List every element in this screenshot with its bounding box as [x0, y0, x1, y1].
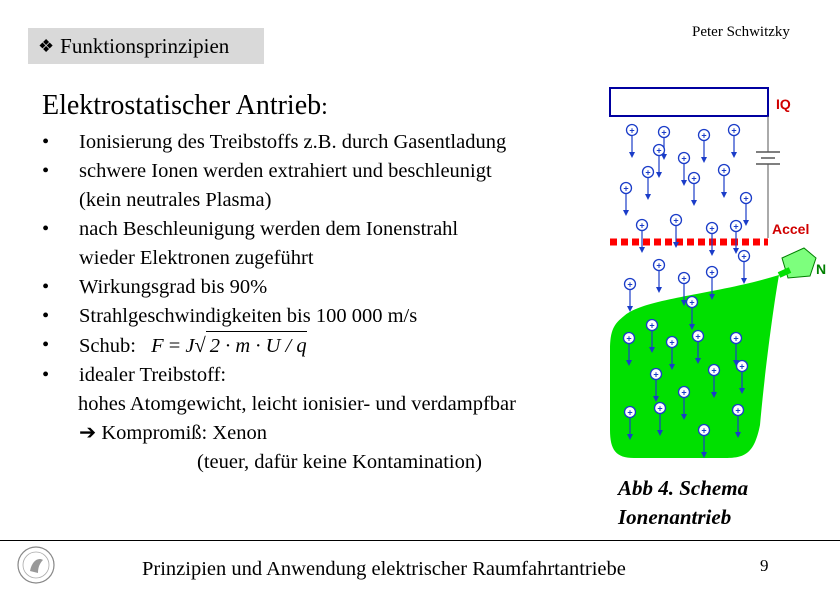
section-tag: [28, 28, 264, 64]
bullet-text: idealer Treibstoff:: [79, 364, 227, 386]
ion-arrowhead: [656, 172, 662, 178]
ion-charge-label: +: [739, 361, 745, 372]
bullet-dot-icon: •: [42, 218, 50, 240]
bullet-item: [42, 157, 602, 215]
ion-charge-label: +: [657, 403, 663, 414]
sqrt-icon: √: [194, 335, 206, 357]
ion-arrowhead: [743, 220, 749, 226]
ionization-chamber-top: [610, 88, 768, 116]
formula-eq: =: [163, 335, 186, 357]
section-label: Funktionsprinzipien: [60, 33, 230, 58]
ion-charge-label: +: [627, 279, 633, 290]
bullet-cont: (kein neutrales Plasma): [79, 189, 272, 211]
bullet-dot-icon: •: [42, 334, 50, 356]
bullet-text: schwere Ionen werden extrahiert und beschleunigt: [79, 160, 492, 182]
label-n: N: [816, 261, 827, 277]
ion-charge-label: +: [623, 183, 629, 194]
bullet-item: [42, 128, 602, 157]
ion-charge-label: +: [681, 153, 687, 164]
ion-charge-label: +: [627, 407, 633, 418]
ion-charge-label: +: [649, 320, 655, 331]
formula-j: J: [185, 335, 195, 357]
ion-charge-label: +: [721, 165, 727, 176]
ion-charge-label: +: [741, 251, 747, 262]
ion-charge-label: +: [681, 273, 687, 284]
footer-text: Prinzipien und Anwendung elektrischer Raumfahrtantriebe: [142, 558, 626, 580]
ion-arrowhead: [741, 278, 747, 284]
bullet-text: Schub:: [79, 335, 136, 357]
ion-charge-label: +: [691, 173, 697, 184]
bullet-item: [42, 331, 602, 361]
bullet-dot-icon: •: [42, 131, 50, 153]
author: Peter Schwitzky: [692, 24, 790, 40]
label-iq: IQ: [776, 96, 791, 112]
bullet-text: Strahlgeschwindigkeiten bis 100 000 m/s: [79, 305, 418, 327]
formula-radicand: 2 · m · U / q: [206, 331, 307, 361]
ion-charge-label: +: [669, 337, 675, 348]
bullet-dot-icon: •: [42, 276, 50, 298]
bullet-list: [42, 128, 602, 477]
bullet-text: nach Beschleunigung werden dem Ionenstrahl: [79, 218, 459, 240]
thrust-formula: [151, 335, 307, 357]
ion-arrowhead: [731, 152, 737, 158]
bullet-dot-icon: •: [42, 160, 50, 182]
ion-arrowhead: [623, 210, 629, 216]
ion-charge-label: +: [645, 167, 651, 178]
caption-line: Abb 4. Schema: [618, 476, 749, 500]
slide-title-text: Elektrostatischer Antrieb: [42, 90, 322, 121]
ion-arrowhead: [733, 248, 739, 254]
ion-charge-label: +: [626, 333, 632, 344]
ion-charge-label: +: [731, 125, 737, 136]
bullet-item: [42, 361, 602, 477]
bullet-item: [42, 215, 602, 273]
ion-charge-label: +: [639, 220, 645, 231]
ion-charge-label: +: [733, 333, 739, 344]
ion-arrowhead: [656, 287, 662, 293]
page-number: 9: [760, 556, 769, 575]
bullet-cont: wieder Elektronen zugeführt: [79, 247, 314, 269]
ion-charge-label: +: [629, 125, 635, 136]
footer-divider: [0, 540, 840, 541]
ion-arrowhead: [691, 200, 697, 206]
ion-charge-label: +: [733, 221, 739, 232]
ion-charge-label: +: [743, 193, 749, 204]
ion-charge-label: +: [681, 387, 687, 398]
ion-charge-label: +: [735, 405, 741, 416]
slide-title: [42, 90, 328, 122]
ion-charge-label: +: [709, 223, 715, 234]
ion-arrowhead: [681, 180, 687, 186]
ion-arrowhead: [639, 247, 645, 253]
ion-arrowhead: [721, 192, 727, 198]
ion-charge-label: +: [656, 145, 662, 156]
university-seal-logo: [16, 545, 56, 585]
ion-arrowhead: [701, 157, 707, 163]
bullet-dot-icon: •: [42, 364, 50, 386]
bullet-dot-icon: •: [42, 305, 50, 327]
ion-charge-label: +: [695, 331, 701, 342]
ion-arrowhead: [709, 250, 715, 256]
ion-charge-label: +: [656, 260, 662, 271]
diamond-bullet-icon: ❖: [38, 35, 55, 56]
ion-charge-label: +: [653, 369, 659, 380]
ion-charge-label: +: [689, 297, 695, 308]
ion-charge-label: +: [711, 365, 717, 376]
ion-arrowhead: [645, 194, 651, 200]
ideal-line: (teuer, dafür keine Kontamination): [197, 451, 482, 473]
bullet-text: Wirkungsgrad bis 90%: [79, 276, 268, 298]
bullet-item: [42, 273, 602, 302]
formula-lhs: F: [151, 335, 164, 357]
ion-charge-label: +: [709, 267, 715, 278]
ion-charge-label: +: [673, 215, 679, 226]
ion-thruster-diagram: [604, 80, 840, 470]
caption-line: Ionenantrieb: [618, 505, 732, 529]
bullet-item: [42, 302, 602, 331]
ion-arrowhead: [629, 152, 635, 158]
figure-caption: [618, 474, 748, 532]
ion-charge-label: +: [701, 425, 707, 436]
ideal-line: hohes Atomgewicht, leicht ionisier- und verdampfbar: [78, 393, 516, 415]
ion-charge-label: +: [661, 127, 667, 138]
slide-title-colon: :: [321, 94, 328, 120]
ion-charge-label: +: [701, 130, 707, 141]
ideal-line: Kompromiß: Xenon: [101, 422, 268, 444]
label-accel: Accel: [772, 221, 810, 237]
arrow-icon: ➔: [79, 422, 97, 444]
bullet-text: Ionisierung des Treibstoffs z.B. durch Gasentladung: [79, 131, 507, 153]
